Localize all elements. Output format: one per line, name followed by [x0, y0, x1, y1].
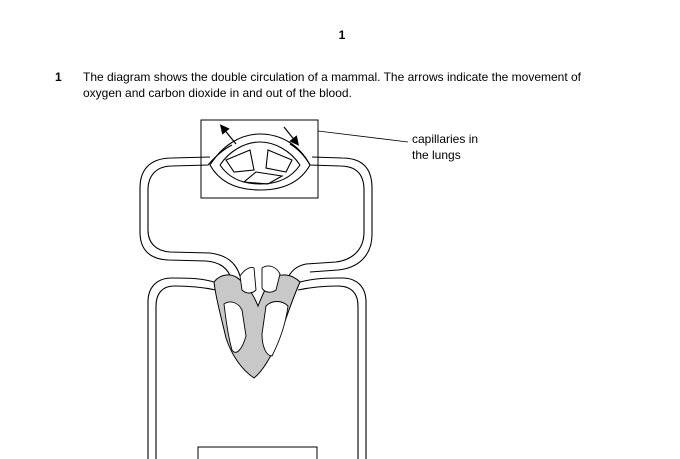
heart-aorta [240, 267, 256, 293]
question-number: 1 [55, 70, 62, 84]
heart-right-chamber [262, 302, 288, 357]
body-tissues-box [198, 447, 317, 459]
question-text-line-2: oxygen and carbon dioxide in and out of the blood. [83, 86, 352, 100]
heart [214, 266, 300, 378]
lung-box [201, 120, 318, 198]
question-text-line-1: The diagram shows the double circulation of a mammal. The arrows indicate the movement of [83, 70, 582, 84]
lung-capillaries [210, 134, 310, 190]
lung-capillaries-label-line-1: capillaries in [412, 132, 479, 146]
pulmonary-circuit [140, 144, 372, 280]
oxygen-out-arrow [223, 128, 236, 144]
page-number: 1 [338, 28, 346, 42]
lung-capillaries-label-line-2: the lungs [412, 148, 461, 162]
label-leader-line [318, 131, 408, 142]
